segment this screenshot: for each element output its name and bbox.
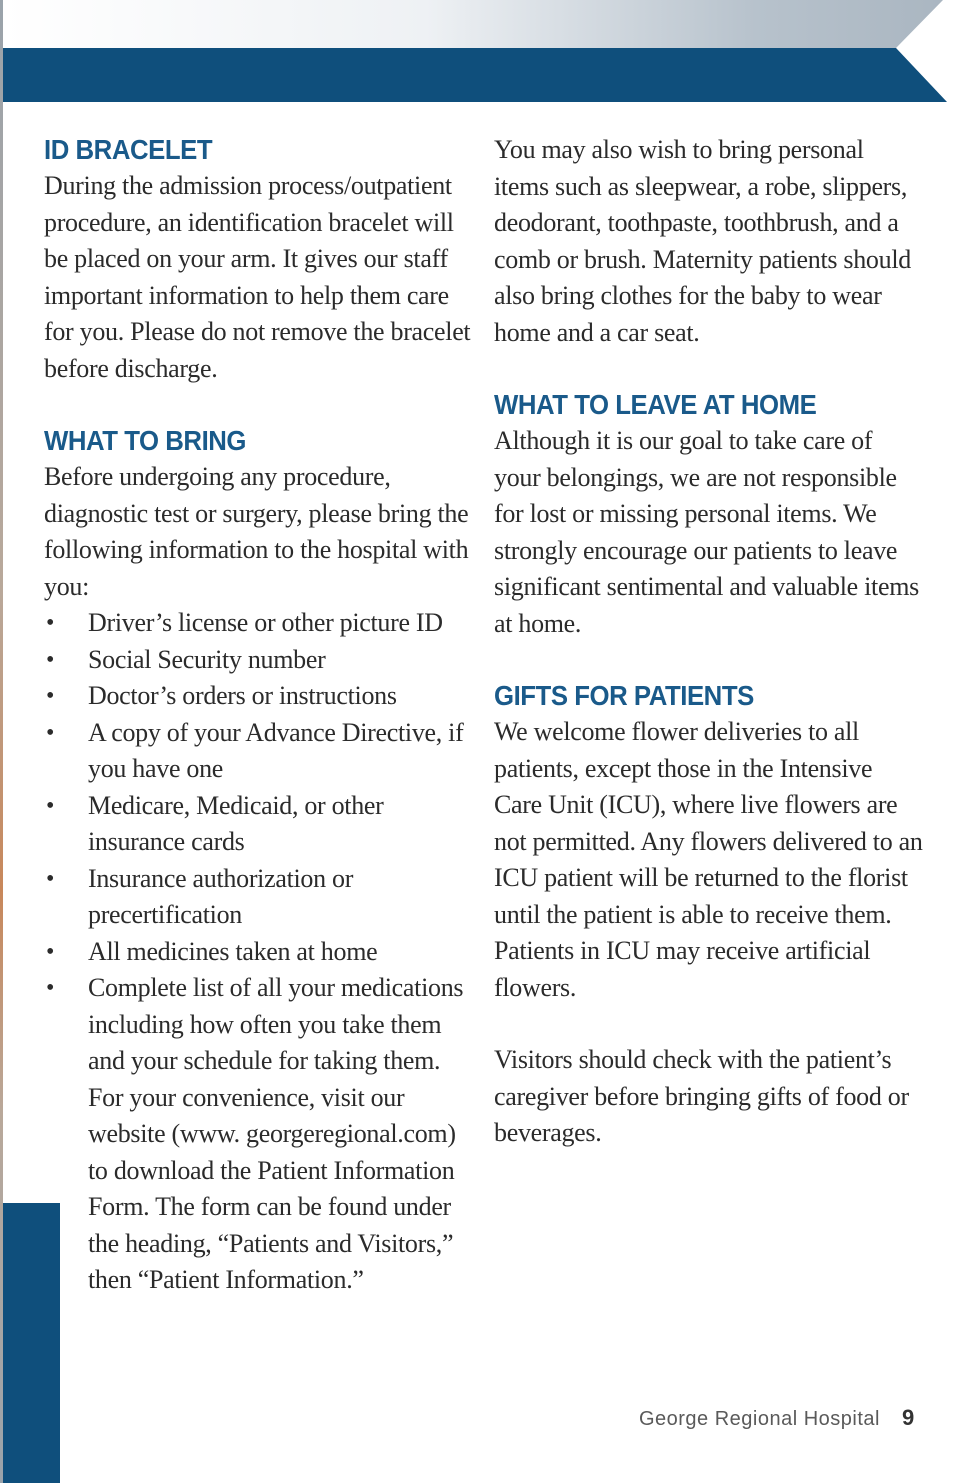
list-item: • Insurance authorization or precertification <box>44 861 474 934</box>
page-number: 9 <box>902 1405 915 1430</box>
list-item: • Medicare, Medicaid, or other insurance cards <box>44 788 474 861</box>
left-column <box>44 132 474 1299</box>
what-to-bring-heading: WHAT TO BRING <box>44 425 246 456</box>
right-column <box>494 132 924 1152</box>
what-to-leave-heading: WHAT TO LEAVE AT HOME <box>494 389 817 420</box>
id-bracelet-heading: ID BRACELET <box>44 134 213 165</box>
id-bracelet-body: During the admission process/outpatient procedure, an identification bracelet will be placed on your arm. It gives our staff important information to help them care for you. Please do not remove the bracelet before discharge. <box>44 171 471 383</box>
what-to-leave-body: Although it is our goal to take care of your belongings, we are not responsible for lost or missing personal items. We strongly encourage our patients to leave significant sentimental and valuable items at home. <box>494 426 919 638</box>
footer-hospital-name: George Regional Hospital <box>638 1408 880 1430</box>
list-item: • Driver’s license or other picture ID <box>44 605 474 642</box>
what-to-bring-intro: Before undergoing any procedure, diagnostic test or surgery, please bring the following information to the hospital with you: <box>44 462 469 601</box>
gifts-body-visitors: Visitors should check with the patient’s caregiver before bringing gifts of food or beverages. <box>494 1045 909 1147</box>
list-item: • Social Security number <box>44 642 474 679</box>
personal-items-section <box>494 132 924 351</box>
header-band <box>3 48 947 102</box>
id-bracelet-section <box>44 132 474 387</box>
personal-items-body: You may also wish to bring personal items such as sleepwear, a robe, slippers, deodorant, toothpaste, toothbrush, and a comb or brush. Maternity patients should also bring clothes for the baby to wear home and a car seat. <box>494 135 911 347</box>
what-to-bring-section <box>44 423 474 1299</box>
gifts-body: We welcome flower deliveries to all patients, except those in the Intensive Care Unit (ICU), where live flowers are not permitted. Any flowers delivered to an ICU patient will be returned to the florist until the patient is able to receive them. Patients in ICU may receive artificial flowers. <box>494 717 923 1002</box>
what-to-leave-section <box>494 387 924 642</box>
list-item: • A copy of your Advance Directive, if you have one <box>44 715 474 788</box>
header-gradient <box>3 0 943 48</box>
gifts-heading: GIFTS FOR PATIENTS <box>494 680 754 711</box>
what-to-bring-list <box>44 605 474 1299</box>
list-item: • All medicines taken at home <box>44 934 474 971</box>
list-item: • Complete list of all your medications including how often you take them and your schedule for taking them. For your convenience, visit our website (www. georgeregional.com) to download the Patient Information Form. The form can be found under the heading, “Patients and Visitors,” then “Patient Information.” <box>44 970 474 1299</box>
list-item: • Doctor’s orders or instructions <box>44 678 474 715</box>
gifts-section <box>494 678 924 1152</box>
